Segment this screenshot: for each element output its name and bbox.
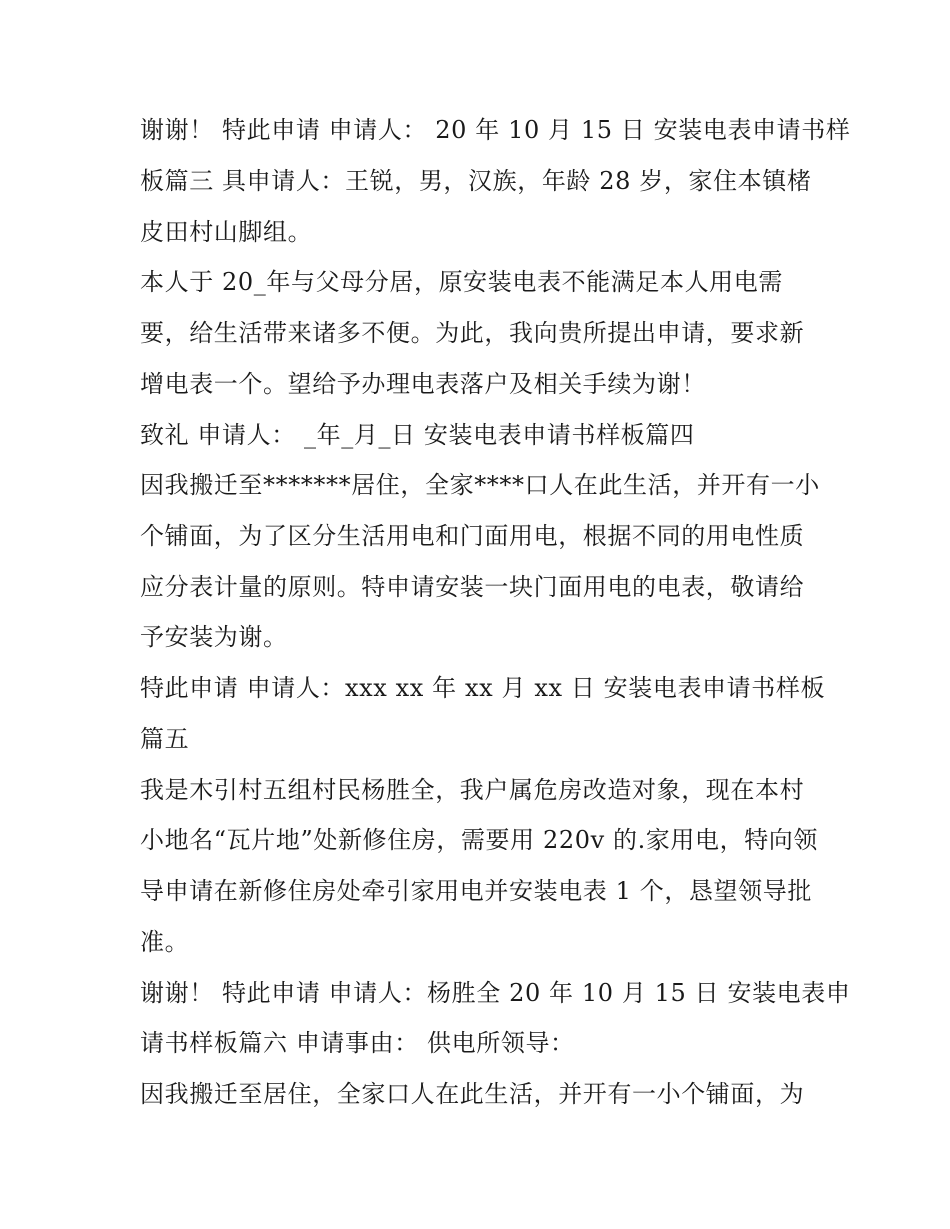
text-line: 小地名“瓦片地”处新修住房，需要用 220v 的.家用电，特向领 bbox=[140, 826, 818, 854]
text-line: 谢谢！ 特此申请 申请人： 20 年 10 月 15 日 安装电表申请书样 bbox=[140, 116, 851, 144]
text-line: 致礼 申请人： _年_月_日 安装电表申请书样板篇四 bbox=[140, 421, 695, 449]
text-line: 板篇三 具申请人：王锐，男，汉族，年龄 28 岁，家住本镇楮 bbox=[140, 167, 812, 195]
text-line: 因我搬迁至居住，全家口人在此生活，并开有一小个铺面，为 bbox=[140, 1080, 805, 1108]
text-line: 应分表计量的原则。特申请安装一块门面用电的电表，敬请给 bbox=[140, 573, 805, 601]
text-line: 准。 bbox=[140, 928, 190, 956]
text-line: 本人于 20_年与父母分居，原安装电表不能满足本人用电需 bbox=[140, 268, 783, 296]
text-line: 因我搬迁至*******居住，全家****口人在此生活，并开有一小 bbox=[140, 471, 820, 499]
text-line: 予安装为谢。 bbox=[140, 623, 288, 651]
text-line: 导申请在新修住房处牵引家用电并安装电表 1 个，恳望领导批 bbox=[140, 877, 812, 905]
text-line: 个铺面，为了区分生活用电和门面用电，根据不同的用电性质 bbox=[140, 522, 805, 550]
text-line: 增电表一个。望给予办理电表落户及相关手续为谢！ bbox=[140, 370, 706, 398]
text-line: 请书样板篇六 申请事由： 供电所领导： bbox=[140, 1029, 575, 1057]
text-line: 特此申请 申请人：xxx xx 年 xx 月 xx 日 安装电表申请书样板 bbox=[140, 674, 826, 702]
text-line: 篇五 bbox=[140, 725, 190, 753]
text-line: 我是木引村五组村民杨胜全，我户属危房改造对象，现在本村 bbox=[140, 776, 805, 804]
text-line: 皮田村山脚组。 bbox=[140, 218, 313, 246]
text-line: 要，给生活带来诸多不便。为此，我向贵所提出申请，要求新 bbox=[140, 319, 805, 347]
text-line: 谢谢！ 特此申请 申请人：杨胜全 20 年 10 月 15 日 安装电表申 bbox=[140, 979, 851, 1007]
